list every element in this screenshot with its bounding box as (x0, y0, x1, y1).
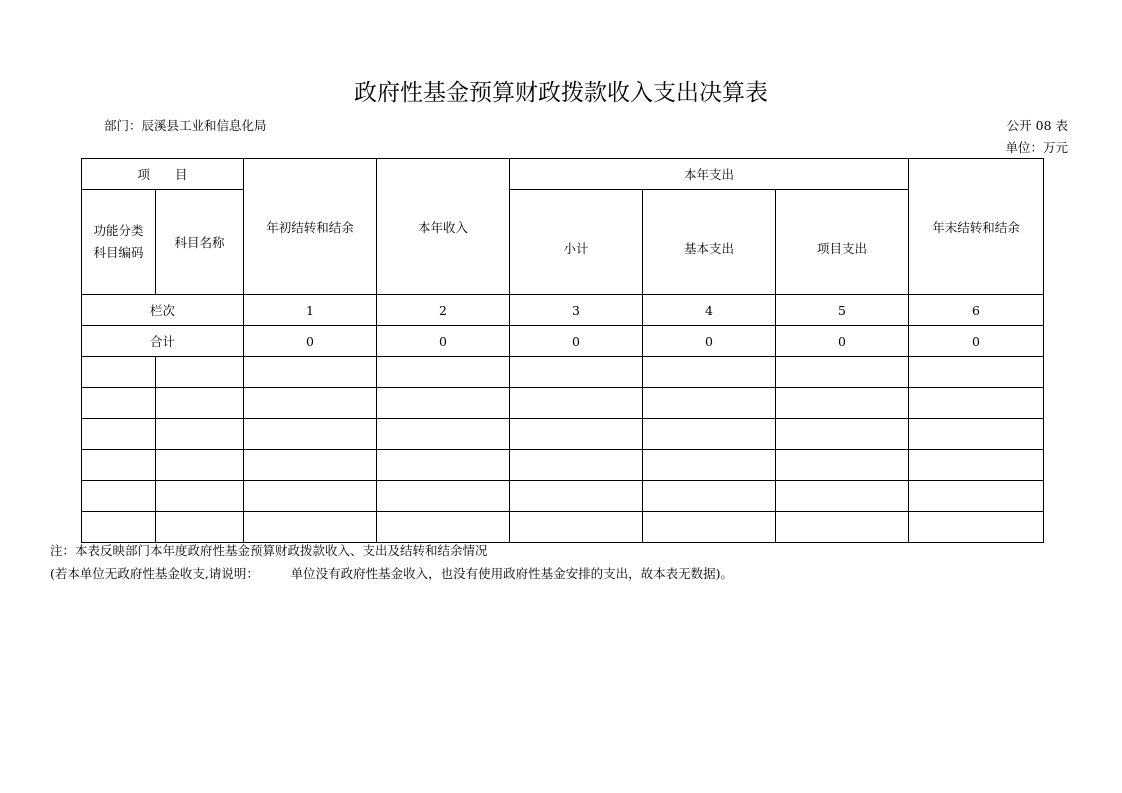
total-cell: 0 (510, 326, 643, 357)
total-cell: 0 (377, 326, 510, 357)
table-row (82, 481, 1044, 512)
column-index-label: 栏次 (82, 295, 244, 326)
total-label: 合计 (82, 326, 244, 357)
table-cell (377, 481, 510, 512)
header-end-balance: 年末结转和结余 (909, 159, 1044, 295)
total-cell: 0 (776, 326, 909, 357)
header-project-expense: 项目支出 (776, 190, 909, 295)
table-cell (510, 357, 643, 388)
header-subject-name: 科目名称 (156, 190, 244, 295)
header-current-expense: 本年支出 (510, 159, 909, 190)
table-cell (244, 357, 377, 388)
table-cell (909, 419, 1044, 450)
table-cell (643, 357, 776, 388)
note-line-2: (若本单位无政府性基金收支,请说明： 单位没有政府性基金收入，也没有使用政府性基金安排的支出，故本表无数据)。 (50, 566, 734, 581)
table-row (82, 357, 1044, 388)
column-index-row (82, 295, 1044, 326)
header-current-income: 本年收入 (377, 159, 510, 295)
table-row (82, 419, 1044, 450)
table-cell (510, 388, 643, 419)
table-cell (643, 512, 776, 543)
table-cell (156, 450, 244, 481)
department-label: 部门：辰溪县工业和信息化局 (104, 118, 267, 133)
table-cell (909, 450, 1044, 481)
table-cell (510, 419, 643, 450)
table-cell (643, 450, 776, 481)
table-cell (156, 512, 244, 543)
table-cell (244, 450, 377, 481)
column-index-cell: 4 (643, 295, 776, 326)
header-subtotal: 小计 (510, 190, 643, 295)
table-cell (909, 481, 1044, 512)
header-begin-balance: 年初结转和结余 (244, 159, 377, 295)
unit-label: 单位：万元 (1005, 140, 1068, 155)
table-cell (82, 481, 156, 512)
table-cell (244, 419, 377, 450)
table-cell (510, 450, 643, 481)
table-cell (510, 512, 643, 543)
table-cell (909, 512, 1044, 543)
budget-table (81, 158, 1044, 543)
table-cell (82, 388, 156, 419)
table-cell (510, 481, 643, 512)
column-index-cell: 6 (909, 295, 1044, 326)
table-cell (244, 388, 377, 419)
total-cell: 0 (643, 326, 776, 357)
column-index-cell: 2 (377, 295, 510, 326)
form-number: 公开 08 表 (1006, 118, 1068, 133)
table-cell (776, 450, 909, 481)
table-cell (156, 388, 244, 419)
table-cell (643, 419, 776, 450)
table-cell (377, 357, 510, 388)
table-cell (377, 450, 510, 481)
table-row (82, 450, 1044, 481)
total-cell: 0 (909, 326, 1044, 357)
table-cell (244, 512, 377, 543)
table-cell (909, 357, 1044, 388)
total-row (82, 326, 1044, 357)
table-cell (82, 357, 156, 388)
table-row (82, 512, 1044, 543)
table-cell (643, 481, 776, 512)
column-index-cell: 3 (510, 295, 643, 326)
column-index-cell: 1 (244, 295, 377, 326)
table-row (82, 388, 1044, 419)
page-title: 政府性基金预算财政拨款收入支出决算表 (354, 80, 768, 106)
table-cell (156, 357, 244, 388)
table-cell (377, 388, 510, 419)
table-cell (244, 481, 377, 512)
note-line-1: 注：本表反映部门本年度政府性基金预算财政拨款收入、支出及结转和结余情况 (50, 543, 488, 558)
table-cell (776, 512, 909, 543)
table-cell (156, 419, 244, 450)
total-cell: 0 (244, 326, 377, 357)
table-cell (156, 481, 244, 512)
header-func-code: 功能分类 科目编码 (82, 190, 156, 295)
table-cell (776, 357, 909, 388)
header-basic-expense: 基本支出 (643, 190, 776, 295)
column-index-cell: 5 (776, 295, 909, 326)
table-cell (377, 512, 510, 543)
table-cell (643, 388, 776, 419)
table-cell (377, 419, 510, 450)
table-cell (82, 419, 156, 450)
table-cell (776, 419, 909, 450)
table-cell (776, 388, 909, 419)
table-cell (909, 388, 1044, 419)
header-item: 项 目 (82, 159, 244, 190)
table-cell (82, 450, 156, 481)
table-cell (776, 481, 909, 512)
table-cell (82, 512, 156, 543)
